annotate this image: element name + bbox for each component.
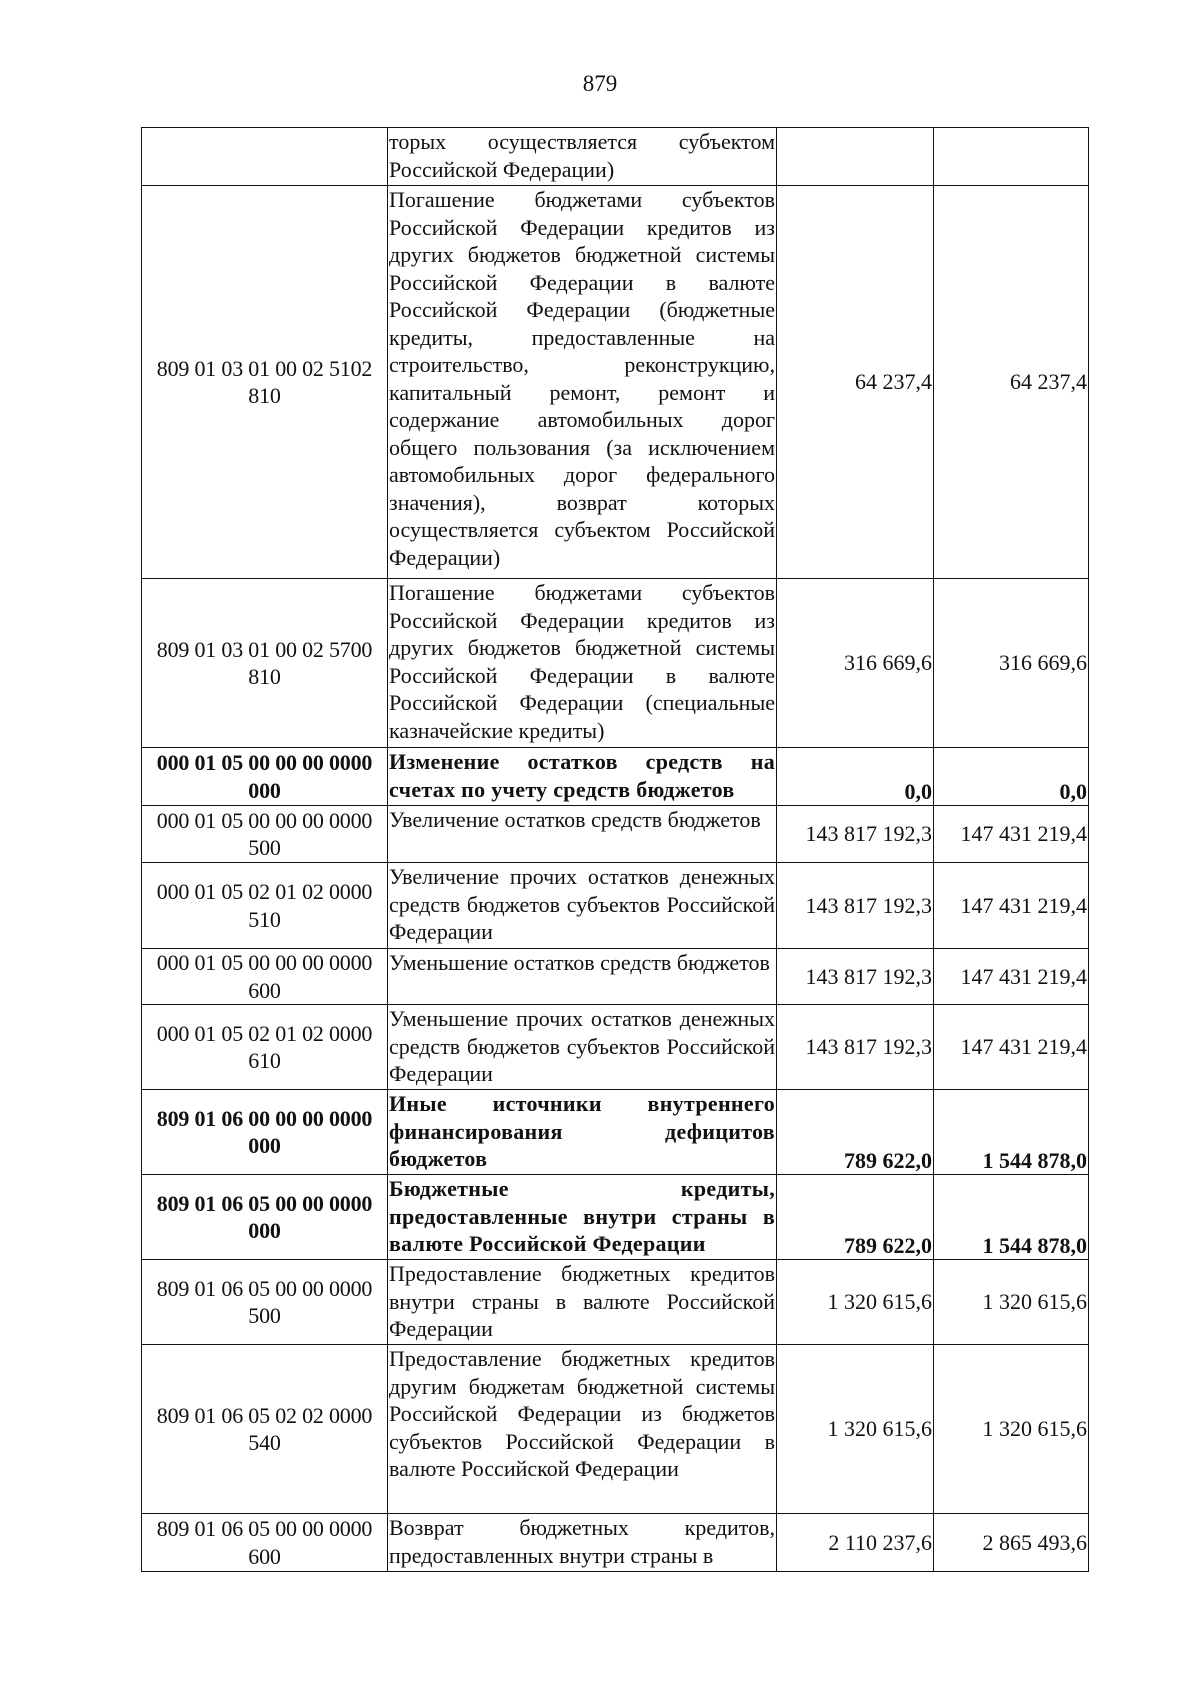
value-year1-cell: 143 817 192,3 bbox=[777, 949, 934, 1005]
description-cell: Предоставление бюджетных кредитов другим бюджетам бюджетной системы Российской Федерации из бюджетов субъектов Российской Федерации в валюте Российской Федерации bbox=[388, 1345, 777, 1514]
budget-code-cell: 809 01 06 05 00 00 0000 000 bbox=[142, 1175, 388, 1260]
table-row bbox=[142, 579, 1089, 748]
table-row bbox=[142, 186, 1089, 579]
value-year2-cell: 1 544 878,0 bbox=[934, 1175, 1089, 1260]
budget-code-cell: 809 01 06 05 00 00 0000 500 bbox=[142, 1260, 388, 1345]
value-year2-cell: 147 431 219,4 bbox=[934, 949, 1089, 1005]
budget-code-cell: 000 01 05 00 00 00 0000 000 bbox=[142, 748, 388, 806]
description-cell: Увеличение прочих остатков денежных средств бюджетов субъектов Российской Федерации bbox=[388, 863, 777, 949]
value-year2-cell: 0,0 bbox=[934, 748, 1089, 806]
description-cell: Увеличение остатков средств бюджетов bbox=[388, 806, 777, 863]
value-year1-cell: 1 320 615,6 bbox=[777, 1260, 934, 1345]
value-year2-cell: 147 431 219,4 bbox=[934, 1005, 1089, 1090]
value-year2-cell: 64 237,4 bbox=[934, 186, 1089, 579]
value-year2-cell: 147 431 219,4 bbox=[934, 806, 1089, 863]
table-row bbox=[142, 1514, 1089, 1572]
budget-code-cell: 000 01 05 00 00 00 0000 600 bbox=[142, 949, 388, 1005]
value-year1-cell: 143 817 192,3 bbox=[777, 1005, 934, 1090]
value-year2-cell: 2 865 493,6 bbox=[934, 1514, 1089, 1572]
value-year2-cell: 316 669,6 bbox=[934, 579, 1089, 748]
description-cell: Предоставление бюджетных кредитов внутри страны в валюте Российской Федерации bbox=[388, 1260, 777, 1345]
description-cell: Уменьшение прочих остатков денежных средств бюджетов субъектов Российской Федерации bbox=[388, 1005, 777, 1090]
description-cell: Иные источники внутреннего финансирования дефицитов бюджетов bbox=[388, 1090, 777, 1175]
value-year1-cell: 0,0 bbox=[777, 748, 934, 806]
table-row bbox=[142, 949, 1089, 1005]
budget-sources-table bbox=[141, 127, 1089, 1572]
value-year2-cell: 147 431 219,4 bbox=[934, 863, 1089, 949]
value-year1-cell: 789 622,0 bbox=[777, 1090, 934, 1175]
table-row bbox=[142, 1260, 1089, 1345]
value-year1-cell: 316 669,6 bbox=[777, 579, 934, 748]
description-cell: Погашение бюджетами субъектов Российской Федерации кредитов из других бюджетов бюджетной системы Российской Федерации в валюте Российской Федерации (бюджетные кредиты, предоставленные на строительство, реконструкцию, капитальный ремонт, ремонт и содержание автомобильных дорог общего пользования (за исключением автомобильных дорог федерального значения), возврат которых осуществляется субъектом Российской Федерации) bbox=[388, 186, 777, 579]
budget-code-cell bbox=[142, 128, 388, 186]
value-year1-cell: 143 817 192,3 bbox=[777, 806, 934, 863]
table-row bbox=[142, 1090, 1089, 1175]
description-cell: Погашение бюджетами субъектов Российской Федерации кредитов из других бюджетов бюджетной системы Российской Федерации в валюте Российской Федерации (специальные казначейские кредиты) bbox=[388, 579, 777, 748]
value-year2-cell bbox=[934, 128, 1089, 186]
value-year1-cell: 64 237,4 bbox=[777, 186, 934, 579]
value-year2-cell: 1 544 878,0 bbox=[934, 1090, 1089, 1175]
table-row bbox=[142, 1175, 1089, 1260]
value-year2-cell: 1 320 615,6 bbox=[934, 1260, 1089, 1345]
budget-code-cell: 809 01 03 01 00 02 5102 810 bbox=[142, 186, 388, 579]
table-row bbox=[142, 806, 1089, 863]
table-row bbox=[142, 863, 1089, 949]
description-cell: Изменение остатков средств на счетах по учету средств бюджетов bbox=[388, 748, 777, 806]
budget-code-cell: 000 01 05 02 01 02 0000 610 bbox=[142, 1005, 388, 1090]
description-cell: Возврат бюджетных кредитов, предоставленных внутри страны в bbox=[388, 1514, 777, 1572]
budget-code-cell: 809 01 03 01 00 02 5700 810 bbox=[142, 579, 388, 748]
budget-code-cell: 809 01 06 00 00 00 0000 000 bbox=[142, 1090, 388, 1175]
description-cell: Бюджетные кредиты, предоставленные внутри страны в валюте Российской Федерации bbox=[388, 1175, 777, 1260]
value-year1-cell bbox=[777, 128, 934, 186]
value-year2-cell: 1 320 615,6 bbox=[934, 1345, 1089, 1514]
table-row bbox=[142, 128, 1089, 186]
page-number: 879 bbox=[582, 71, 618, 96]
budget-code-cell: 000 01 05 00 00 00 0000 500 bbox=[142, 806, 388, 863]
description-cell: торых осуществляется субъектом Российской Федерации) bbox=[388, 128, 777, 186]
value-year1-cell: 789 622,0 bbox=[777, 1175, 934, 1260]
table-row bbox=[142, 1345, 1089, 1514]
value-year1-cell: 2 110 237,6 bbox=[777, 1514, 934, 1572]
description-cell: Уменьшение остатков средств бюджетов bbox=[388, 949, 777, 1005]
budget-code-cell: 809 01 06 05 00 00 0000 600 bbox=[142, 1514, 388, 1572]
value-year1-cell: 143 817 192,3 bbox=[777, 863, 934, 949]
value-year1-cell: 1 320 615,6 bbox=[777, 1345, 934, 1514]
budget-code-cell: 000 01 05 02 01 02 0000 510 bbox=[142, 863, 388, 949]
table-row bbox=[142, 748, 1089, 806]
budget-code-cell: 809 01 06 05 02 02 0000 540 bbox=[142, 1345, 388, 1514]
table-row bbox=[142, 1005, 1089, 1090]
